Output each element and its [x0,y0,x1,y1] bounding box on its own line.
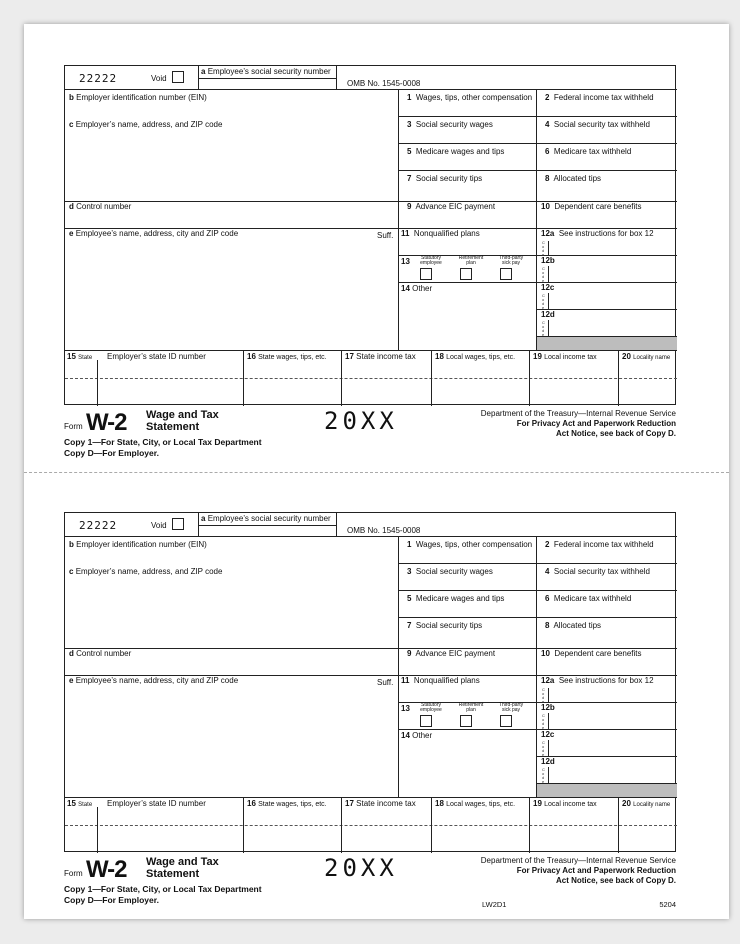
form-title-line2: Statement [146,868,200,880]
box-d-label: Control number [76,202,132,211]
form-title-line1: Wage and Tax [146,409,219,421]
form-sheet [24,24,729,919]
box-12d-label: 12d [541,310,555,319]
perforation-line [24,472,729,473]
box-b-label: Employer identification number (EIN) [76,540,207,549]
box-17-label: State income tax [356,352,416,361]
suffix-label: Suff. [377,678,394,687]
form-title-line1: Wage and Tax [146,856,219,868]
box-12b-label: 12b [541,256,555,265]
box-c-label: Employer’s name, address, and ZIP code [75,120,223,129]
statutory-employee-checkbox[interactable] [420,715,432,727]
retirement-plan-label: Retirement plan [458,702,484,713]
retirement-plan-label: Retirement plan [458,255,484,266]
box-18-label: Local wages, tips, etc. [446,354,516,361]
stock-number: 5204 [659,900,676,909]
box-1-label: Wages, tips, other compensation [415,540,533,549]
dept-treasury: Department of the Treasury—Internal Revenue Service [480,409,676,418]
copy-1-label: Copy 1—For State, City, or Local Tax Department [64,437,262,447]
box-14-label: Other [412,284,433,293]
box-c-label: Employer’s name, address, and ZIP code [75,567,223,576]
suffix-label: Suff. [377,231,394,240]
box-16-label: State wages, tips, etc. [258,801,327,808]
box-19-label: Local income tax [544,354,597,361]
box-17-label: State income tax [356,799,416,808]
retirement-plan-checkbox[interactable] [460,715,472,727]
box-d-label: Control number [76,649,132,658]
box-5-label: Medicare wages and tips [415,594,505,603]
privacy-notice-line2: Act Notice, see back of Copy D. [555,876,676,885]
box-19-label: Local income tax [544,801,597,808]
box-11-label: Nonqualified plans [413,676,480,685]
statutory-employee-checkbox[interactable] [420,268,432,280]
box-3-label: Social security wages [415,567,493,576]
box-18-label: Local wages, tips, etc. [446,801,516,808]
statutory-employee-label: Statutory employee [420,255,442,266]
box-4-label: Social security tax withheld [553,120,650,129]
void-label: Void [151,74,167,83]
copy-d-label: Copy D—For Employer. [64,448,159,458]
form-code: 22222 [79,72,118,85]
box-16-label: State wages, tips, etc. [258,354,327,361]
box-8-label: Allocated tips [553,621,602,630]
box-12c-label: 12c [541,283,555,292]
box-20-label: Locality name [633,355,671,361]
box-e-label: Employee’s name, address, city and ZIP code [75,229,239,238]
box-b-label: Employer identification number (EIN) [76,93,207,102]
box-10-label: Dependent care benefits [554,202,642,211]
dept-treasury: Department of the Treasury—Internal Revenue Service [480,856,676,865]
w2-grid: 22222 Void a Employee’s social security number OMB No. 1545-0008 b Employer identification number (EIN) c Employer’s name, address, and ZIP code d Control number e Employee’s name, address, city and ZIP code Suff. 1 Wages, tips, other compensation 2 Federal income tax withheld 3 Social security wages 4 Social security tax withheld 5 Medicare wages and tips 6 Medicare tax withheld 7 Social security tips 8 Allocated tips 9 Advance EIC payment 10 Dependent care benefits 11 Nonqualified plans 12a See instructions for box 12 12b 12c 12d Code Code Code Code 13 Statutory employee Retirement plan Third-party sick pay 14 Other 15 State Employer’s state ID number 16 State wages, tips, etc. 17 State income tax 18 Local wages, tips, etc. 19 Local income tax 20 Locality name [64,512,676,852]
box-3-label: Social security wages [415,120,493,129]
box-4-label: Social security tax withheld [553,567,650,576]
product-code: LW2D1 [482,900,507,909]
form-name: W-2 [86,409,127,436]
box-a-label: Employee’s social security number [207,67,331,76]
box-12d-label: 12d [541,757,555,766]
form-name: W-2 [86,856,127,883]
box-6-label: Medicare tax withheld [553,594,632,603]
form-year: 20XX [324,407,398,435]
void-label: Void [151,521,167,530]
form-footer [64,852,676,912]
box-7-label: Social security tips [415,174,483,183]
box-15-label: Employer’s state ID number [107,799,206,808]
form-word: Form [64,869,83,878]
omb-number: OMB No. 1545-0008 [347,79,421,88]
box-e-label: Employee’s name, address, city and ZIP code [75,676,239,685]
box-12c-label: 12c [541,730,555,739]
box-15-label: Employer’s state ID number [107,352,206,361]
w2-form-lower [64,512,676,912]
box-8-label: Allocated tips [553,174,602,183]
box-12b-label: 12b [541,703,555,712]
third-party-sick-pay-checkbox[interactable] [500,715,512,727]
privacy-notice-line1: For Privacy Act and Paperwork Reduction [516,419,676,428]
box-2-label: Federal income tax withheld [553,540,654,549]
form-footer [64,405,676,465]
box-15-state: State [78,355,93,361]
box-5-label: Medicare wages and tips [415,147,505,156]
w2-grid: 22222 Void a Employee’s social security number OMB No. 1545-0008 b Employer identification number (EIN) c Employer’s name, address, and ZIP code d Control number e Employee’s name, address, city and ZIP code Suff. 1 Wages, tips, other compensation 2 Federal income tax withheld 3 Social security wages 4 Social security tax withheld 5 Medicare wages and tips 6 Medicare tax withheld 7 Social security tips 8 Allocated tips 9 Advance EIC payment 10 Dependent care benefits 11 Nonqualified plans 12a See instructions for box 12 12b 12c 12d Code Code Code Code 13 Statutory employee Retirement plan Third-party sick pay 14 Other 15 State Employer’s state ID number 16 State wages, tips, etc. 17 State income tax 18 Local wages, tips, etc. 19 Local income tax 20 Locality name [64,65,676,405]
third-party-sick-pay-checkbox[interactable] [500,268,512,280]
third-party-sick-pay-label: Third-party sick pay [498,702,524,713]
box-14-label: Other [412,731,433,740]
box-12a-label: See instructions for box 12 [558,229,654,238]
form-title-line2: Statement [146,421,200,433]
box-1-label: Wages, tips, other compensation [415,93,533,102]
omb-number: OMB No. 1545-0008 [347,526,421,535]
box-15-state: State [78,802,93,808]
form-code: 22222 [79,519,118,532]
form-word: Form [64,422,83,431]
box-a-label: Employee’s social security number [207,514,331,523]
box-2-label: Federal income tax withheld [553,93,654,102]
statutory-employee-label: Statutory employee [420,702,442,713]
box-6-label: Medicare tax withheld [553,147,632,156]
form-year: 20XX [324,854,398,882]
box-11-label: Nonqualified plans [413,229,480,238]
box-9-label: Advance EIC payment [415,649,496,658]
box-12a-label: See instructions for box 12 [558,676,654,685]
w2-form-upper [64,65,676,465]
copy-d-label: Copy D—For Employer. [64,895,159,905]
third-party-sick-pay-label: Third-party sick pay [498,255,524,266]
void-checkbox[interactable] [172,518,184,530]
box-7-label: Social security tips [415,621,483,630]
privacy-notice-line2: Act Notice, see back of Copy D. [555,429,676,438]
box-10-label: Dependent care benefits [554,649,642,658]
box-20-label: Locality name [633,802,671,808]
copy-1-label: Copy 1—For State, City, or Local Tax Department [64,884,262,894]
box-9-label: Advance EIC payment [415,202,496,211]
privacy-notice-line1: For Privacy Act and Paperwork Reduction [516,866,676,875]
void-checkbox[interactable] [172,71,184,83]
retirement-plan-checkbox[interactable] [460,268,472,280]
